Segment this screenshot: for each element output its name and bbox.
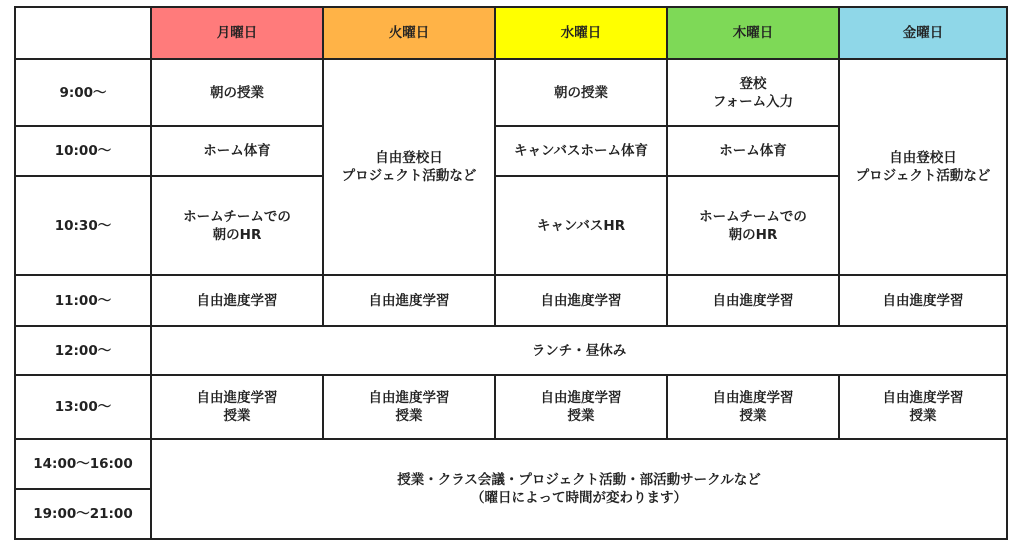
header-row (15, 7, 1007, 59)
day-header-wednesday: 水曜日 (495, 7, 667, 59)
cell-tue-free-day: 自由登校日 プロジェクト活動など (323, 59, 495, 275)
day-header-friday: 金曜日 (839, 7, 1007, 59)
cell-wed-0900: 朝の授業 (495, 59, 667, 126)
cell-thu-1300: 自由進度学習 授業 (667, 375, 839, 439)
cell-tue-1300: 自由進度学習 授業 (323, 375, 495, 439)
time-label: 10:30〜 (15, 176, 151, 275)
time-label: 19:00〜21:00 (15, 489, 151, 539)
cell-thu-0900: 登校 フォーム入力 (667, 59, 839, 126)
day-header-monday: 月曜日 (151, 7, 323, 59)
cell-wed-1300: 自由進度学習 授業 (495, 375, 667, 439)
time-label: 12:00〜 (15, 326, 151, 375)
row-1200 (15, 326, 1007, 375)
cell-mon-1030: ホームチームでの 朝のHR (151, 176, 323, 275)
cell-fri-1300: 自由進度学習 授業 (839, 375, 1007, 439)
cell-wed-1100: 自由進度学習 (495, 275, 667, 326)
cell-mon-1300: 自由進度学習 授業 (151, 375, 323, 439)
cell-fri-1100: 自由進度学習 (839, 275, 1007, 326)
time-label: 13:00〜 (15, 375, 151, 439)
time-label: 9:00〜 (15, 59, 151, 126)
cell-mon-0900: 朝の授業 (151, 59, 323, 126)
cell-thu-1030: ホームチームでの 朝のHR (667, 176, 839, 275)
row-afternoon (15, 439, 1007, 489)
time-label: 10:00〜 (15, 126, 151, 176)
day-header-thursday: 木曜日 (667, 7, 839, 59)
corner-cell (15, 7, 151, 59)
day-header-tuesday: 火曜日 (323, 7, 495, 59)
row-0900 (15, 59, 1007, 126)
weekly-schedule-table (14, 6, 1008, 540)
cell-lunch-break: ランチ・昼休み (151, 326, 1007, 375)
cell-fri-free-day: 自由登校日 プロジェクト活動など (839, 59, 1007, 275)
time-label: 14:00〜16:00 (15, 439, 151, 489)
cell-wed-1000: キャンバスホーム体育 (495, 126, 667, 176)
cell-thu-1000: ホーム体育 (667, 126, 839, 176)
cell-mon-1000: ホーム体育 (151, 126, 323, 176)
row-1300 (15, 375, 1007, 439)
cell-mon-1100: 自由進度学習 (151, 275, 323, 326)
cell-thu-1100: 自由進度学習 (667, 275, 839, 326)
time-label: 11:00〜 (15, 275, 151, 326)
cell-tue-1100: 自由進度学習 (323, 275, 495, 326)
cell-afternoon-evening-activities: 授業・クラス会議・プロジェクト活動・部活動サークルなど （曜日によって時間が変わります） (151, 439, 1007, 539)
row-1100 (15, 275, 1007, 326)
cell-wed-1030: キャンバスHR (495, 176, 667, 275)
